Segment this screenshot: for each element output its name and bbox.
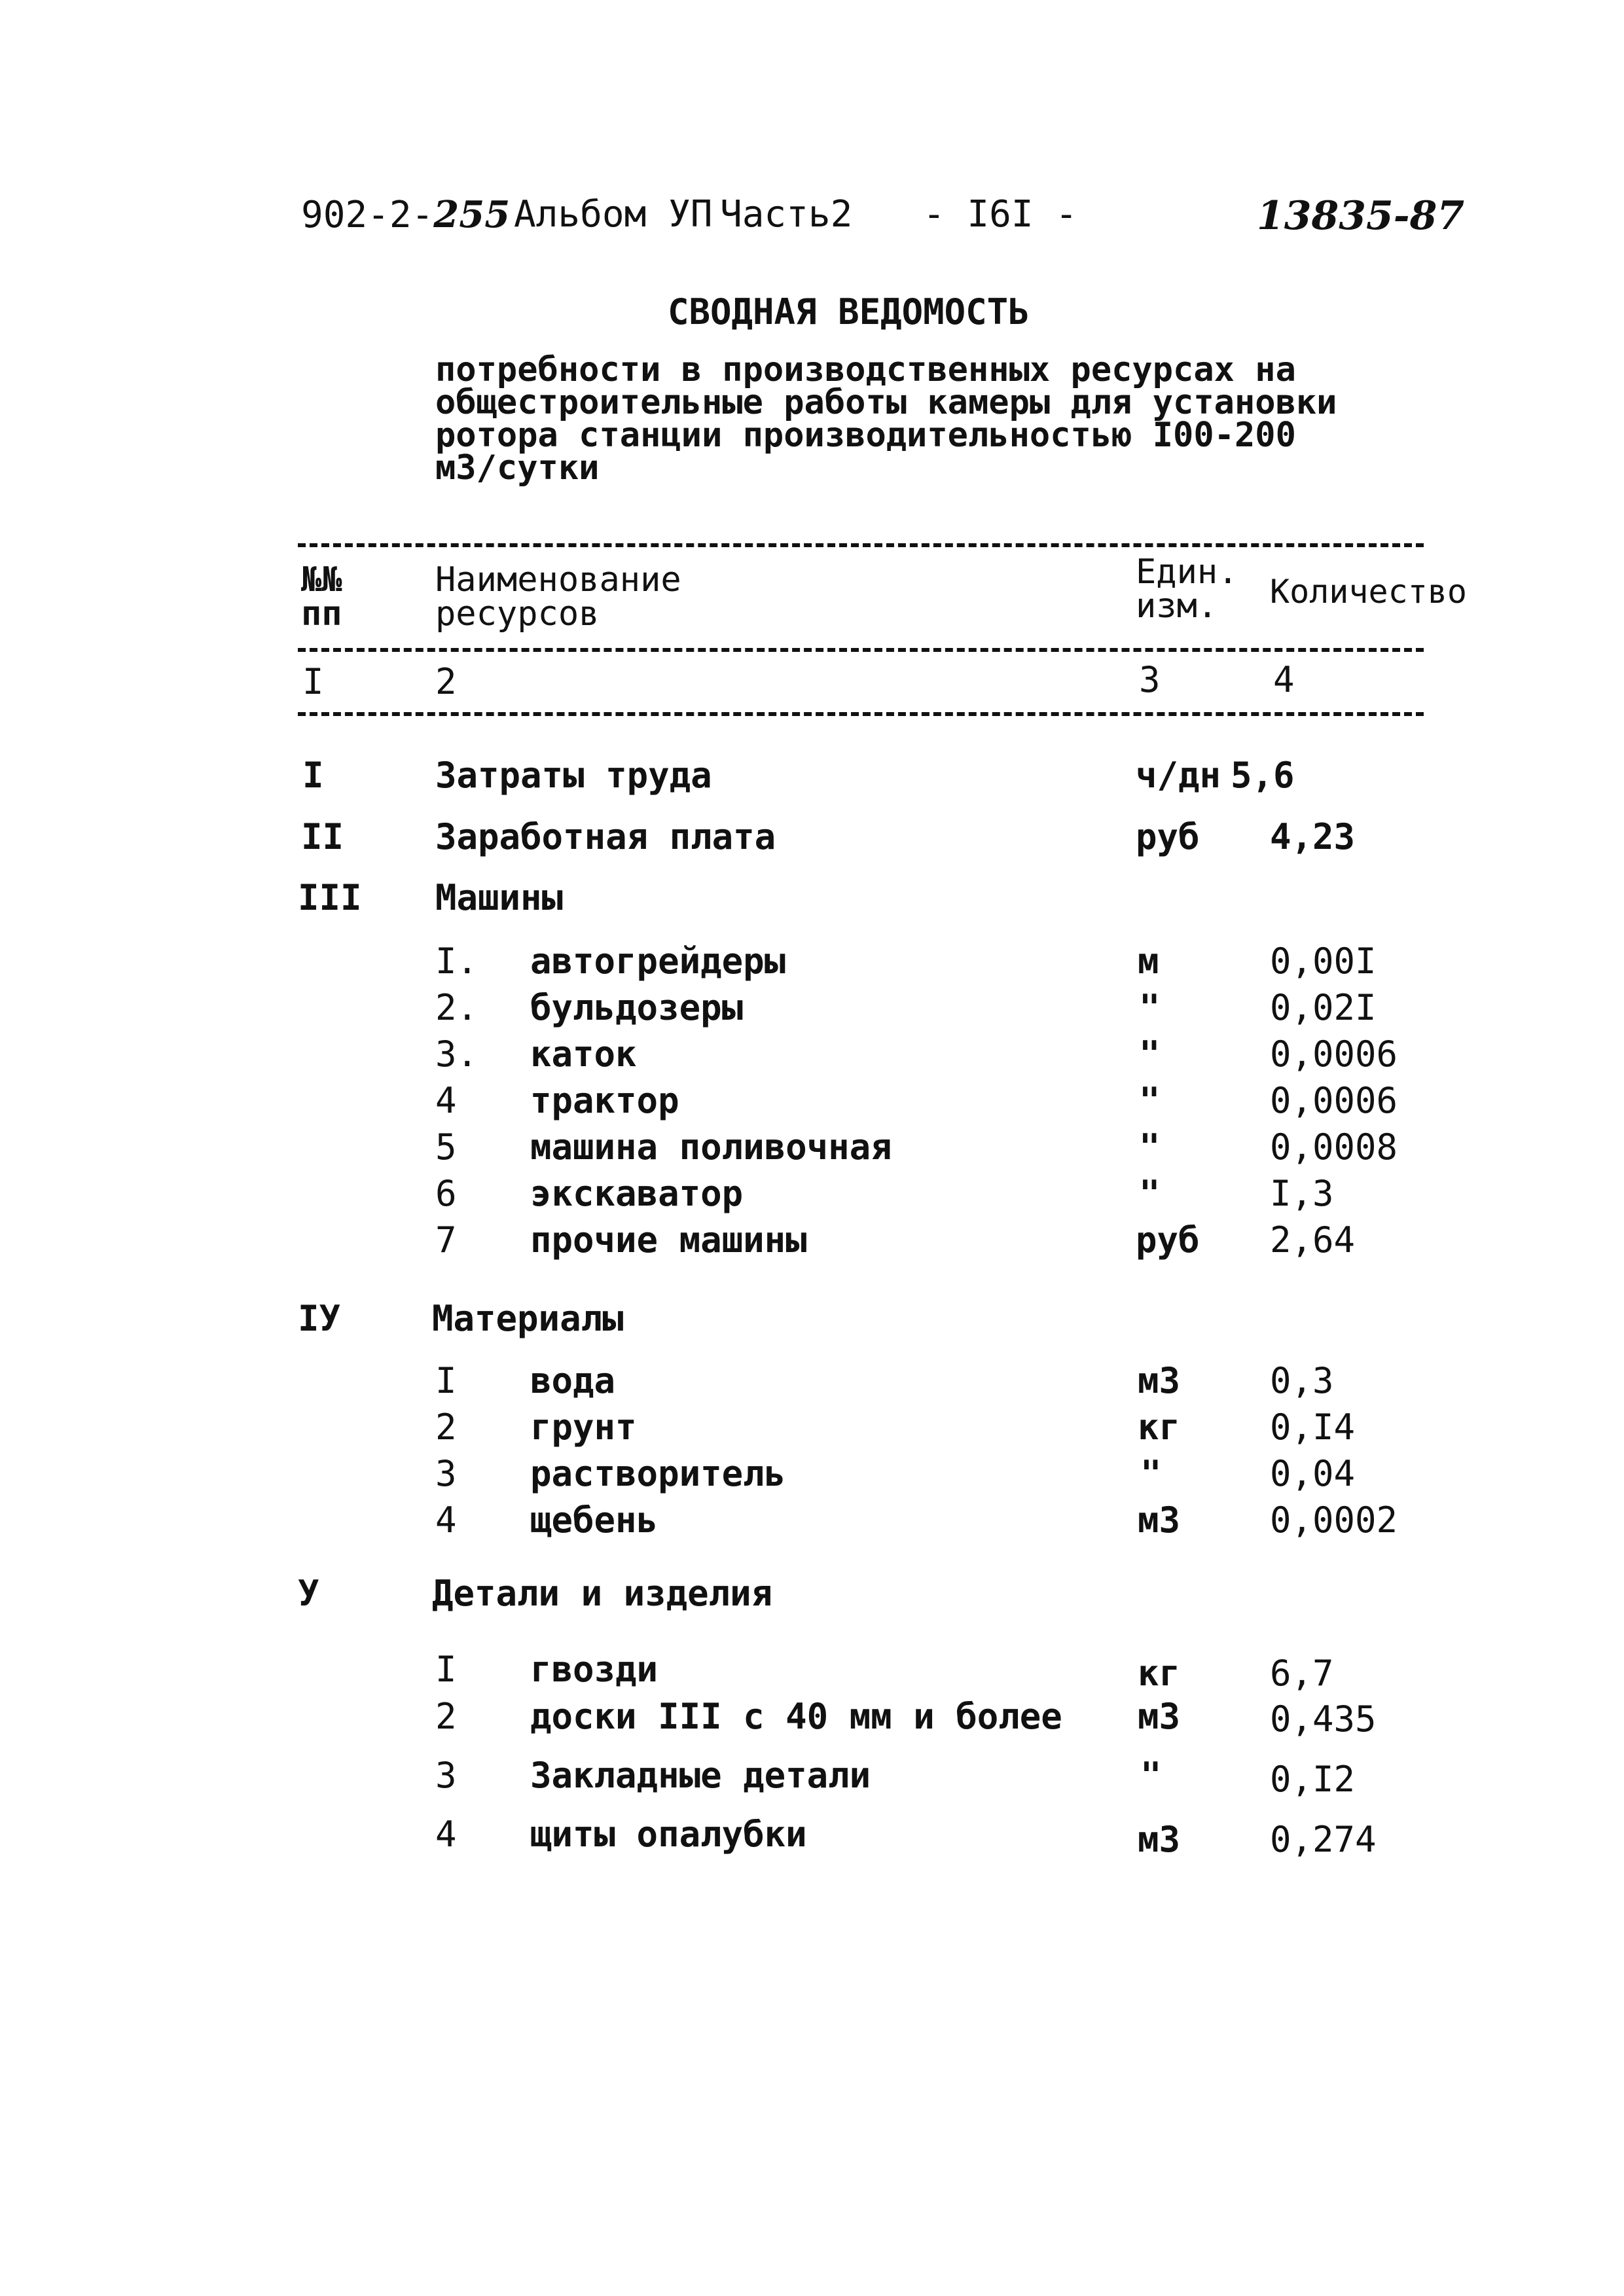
item-unit: ": [1139, 1033, 1161, 1075]
column-header-unit-line2: изм.: [1136, 586, 1218, 626]
subtitle-line: общестроительные работы камеры для установки: [435, 383, 1337, 422]
item-unit: м: [1138, 941, 1159, 982]
column-header-name-line2: ресурсов: [435, 594, 600, 634]
column-header-name: [435, 560, 681, 634]
section-number: У: [298, 1573, 319, 1614]
item-number: I: [435, 1649, 457, 1690]
section-name: Машины: [435, 877, 564, 918]
item-quantity: 0,00I: [1270, 941, 1377, 982]
column-header-unit-line1: Един.: [1136, 552, 1238, 592]
item-quantity: 2,64: [1270, 1219, 1356, 1261]
item-number: 2: [435, 1696, 457, 1737]
item-number: 2.: [435, 987, 478, 1028]
section-number: IУ: [298, 1298, 341, 1339]
item-name: доски III с 40 мм и более: [530, 1696, 1062, 1737]
item-number: 4: [435, 1080, 457, 1121]
item-name: трактор: [530, 1080, 679, 1121]
item-unit: м3: [1138, 1696, 1181, 1737]
section-name: Материалы: [432, 1298, 624, 1339]
item-unit: кг: [1138, 1653, 1181, 1694]
item-unit: ": [1139, 1080, 1161, 1121]
column-number-2: 2: [435, 661, 457, 702]
column-header-quantity: Количество: [1270, 573, 1468, 611]
column-header-number-line2: пп: [301, 594, 342, 634]
item-quantity: 0,0006: [1270, 1033, 1398, 1075]
item-unit: ": [1139, 987, 1161, 1028]
item-name: прочие машины: [530, 1219, 807, 1261]
item-name: автогрейдеры: [530, 941, 786, 982]
column-header-unit: [1136, 552, 1238, 626]
document-code-handwritten: 255: [433, 193, 511, 236]
column-header-number-line1: №№: [301, 560, 342, 600]
section-number: I: [302, 755, 324, 796]
item-number: 3.: [435, 1033, 478, 1075]
table-rule-bottom: [298, 712, 1424, 716]
section-unit: ч/дн: [1136, 755, 1221, 796]
item-quantity: 0,0008: [1270, 1126, 1398, 1168]
section-name: Детали и изделия: [432, 1573, 773, 1614]
item-unit: кг: [1138, 1407, 1181, 1448]
section-name: Заработная плата: [435, 816, 776, 857]
item-unit: руб: [1136, 1219, 1200, 1261]
item-number: 2: [435, 1407, 457, 1448]
item-number: 7: [435, 1219, 457, 1261]
table-rule-top: [298, 543, 1424, 547]
document-code-prefix: 902-2-: [301, 194, 434, 236]
section-name: Затраты труда: [435, 755, 712, 796]
column-number-4: 4: [1273, 659, 1295, 700]
item-name: грунт: [530, 1407, 637, 1448]
item-unit: ": [1139, 1173, 1161, 1214]
section-unit: руб: [1136, 816, 1200, 857]
item-quantity: 0,I2: [1270, 1759, 1356, 1800]
item-name: растворитель: [530, 1453, 786, 1494]
item-name: Закладные детали: [530, 1755, 871, 1796]
item-number: 3: [435, 1755, 457, 1796]
section-quantity: 4,23: [1270, 816, 1356, 857]
document-code: [301, 193, 510, 236]
item-unit: м3: [1138, 1819, 1181, 1860]
item-number: I.: [435, 941, 478, 982]
item-name: гвозди: [530, 1649, 659, 1690]
item-number: 4: [435, 1499, 457, 1541]
item-unit: ": [1140, 1453, 1162, 1494]
item-unit: ": [1139, 1126, 1161, 1168]
item-number: 6: [435, 1173, 457, 1214]
item-quantity: 0,04: [1270, 1453, 1356, 1494]
item-name: экскаватор: [530, 1173, 744, 1214]
item-number: 4: [435, 1814, 457, 1855]
subtitle-line: потребности в производственных ресурсах на: [435, 350, 1296, 389]
album-label: Альбом УП: [514, 193, 713, 236]
item-name: каток: [530, 1033, 637, 1075]
item-quantity: 0,0002: [1270, 1499, 1398, 1541]
item-unit: м3: [1138, 1499, 1181, 1541]
item-quantity: 0,02I: [1270, 987, 1377, 1028]
item-quantity: I,3: [1270, 1173, 1334, 1214]
column-number-3: 3: [1139, 659, 1161, 700]
item-name: бульдозеры: [530, 987, 744, 1028]
section-number: II: [301, 816, 344, 857]
column-header-name-line1: Наименование: [435, 560, 681, 600]
item-unit: ": [1140, 1755, 1162, 1796]
subtitle-line: ротора станции производительностью I00-200: [435, 416, 1296, 455]
column-number-1: I: [302, 661, 324, 702]
table-rule-middle: [298, 648, 1424, 652]
item-unit: м3: [1138, 1360, 1181, 1401]
part-label: Часть2: [720, 193, 853, 236]
item-number: 5: [435, 1126, 457, 1168]
page-number: - I6I -: [923, 193, 1078, 236]
item-quantity: 0,0006: [1270, 1080, 1398, 1121]
column-header-number: [301, 560, 342, 634]
item-name: щебень: [530, 1499, 659, 1541]
section-quantity: 5,6: [1231, 755, 1295, 796]
item-quantity: 0,I4: [1270, 1407, 1356, 1448]
item-quantity: 0,3: [1270, 1360, 1334, 1401]
item-quantity: 0,274: [1270, 1819, 1377, 1860]
item-name: машина поливочная: [530, 1126, 892, 1168]
section-number: III: [298, 877, 362, 918]
subtitle-line: м3/сутки: [435, 448, 600, 488]
item-number: 3: [435, 1453, 457, 1494]
item-quantity: 0,435: [1270, 1698, 1377, 1740]
document-subtitle: [435, 350, 1337, 488]
item-quantity: 6,7: [1270, 1653, 1334, 1694]
item-number: I: [435, 1360, 457, 1401]
item-name: щиты опалубки: [530, 1814, 807, 1855]
document-title: СВОДНАЯ ВЕДОМОСТЬ: [668, 291, 1030, 332]
inventory-number: 13835-87: [1257, 193, 1465, 239]
item-name: вода: [530, 1360, 616, 1401]
